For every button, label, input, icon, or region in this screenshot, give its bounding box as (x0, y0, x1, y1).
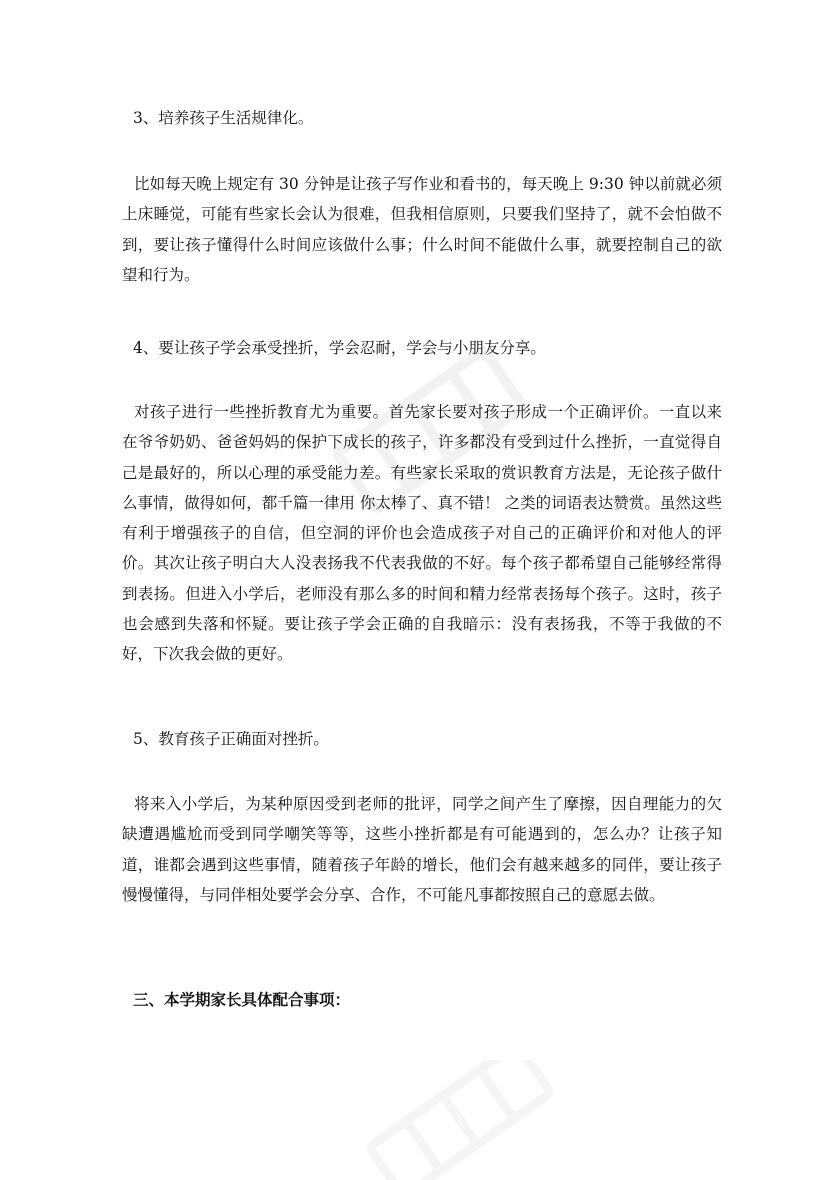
paragraph-routine: 比如每天晚上规定有 30 分钟是让孩子写作业和看书的，每天晚上 9:30 钟以前就必须上床睡觉，可能有些家长会认为很难，但我相信原则，只要我们坚持了，就不会怕做不到，要让孩子懂得什么时间应该做什么事；什么时间不能做什么事，就要控制自己的欲望和行为。 (122, 175, 722, 284)
heading-item-5: 5、教育孩子正确面对挫折。 (133, 730, 329, 748)
heading-item-4: 4、要让孩子学会承受挫折，学会忍耐，学会与小朋友分享。 (133, 339, 546, 357)
watermark-logo-bottom (340, 1060, 580, 1180)
heading-item-3: 3、培养孩子生活规律化。 (133, 109, 314, 127)
paragraph-frustration-education: 对孩子进行一些挫折教育尤为重要。首先家长要对孩子形成一个正确评价。一直以来在爷爷奶奶、爸爸妈妈的保护下成长的孩子，许多都没有受到过什么挫折，一直觉得自己是最好的，所以心理的承受能力差。有些家长采取的赏识教育方法是，无论孩子做什么事情，做得如何，都千篇一律用 你太棒了、真不错！ 之类的词语表达赞赏。虽然这些有利于增强孩子的自信，但空洞的评价也会造成孩子对自己的正确评价和对他人的评价。其次让孩子明白大人没表扬我不代表我做的不好。每个孩子都希望自己能够经常得到表扬。但进入小学后，老师没有那么多的时间和精力经常表扬每个孩子。这时，孩子也会感到失落和怀疑。要让孩子学会正确的自我暗示：没有表扬我，不等于我做的不好，下次我会做的更好。 (122, 403, 722, 664)
section-title-parent-cooperation: 三、本学期家长具体配合事项： (133, 990, 351, 1009)
paragraph-facing-setbacks: 将来入小学后，为某种原因受到老师的批评，同学之间产生了摩擦，因自理能力的欠缺遭遇尴尬而受到同学嘲笑等等，这些小挫折都是有可能遇到的，怎么办？让孩子知道，谁都会遇到这些事情，随着孩子年龄的增长，他们会有越来越多的同伴，要让孩子慢慢懂得，与同伴相处要学会分享、合作，不可能凡事都按照自己的意愿去做。 (122, 795, 722, 904)
